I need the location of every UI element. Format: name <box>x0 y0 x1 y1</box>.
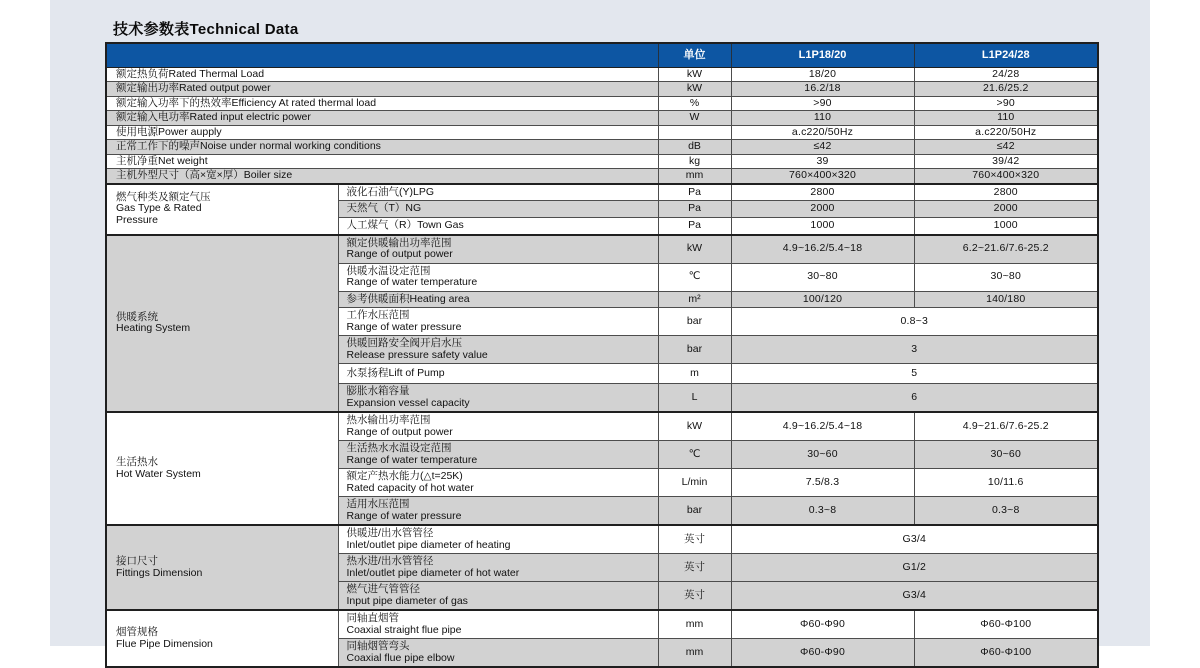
section-label-zh: 接口尺寸 <box>116 555 158 567</box>
table-row <box>106 140 1098 155</box>
value-cell: Φ60-Φ100 <box>914 639 1098 668</box>
param-label-cell: 额定热负荷Rated Thermal Load <box>106 67 658 82</box>
value-cell: ≤42 <box>731 140 914 155</box>
value-cell-span: 6 <box>731 384 1098 413</box>
param-label-cell: 额定输入功率下的热效率Efficiency At rated thermal load <box>106 96 658 111</box>
table-row <box>106 184 1098 201</box>
unit-cell: m <box>658 364 731 384</box>
param-label-cell: 使用电源Power aupply <box>106 125 658 140</box>
value-cell: 30~80 <box>914 263 1098 291</box>
table-header-row <box>106 43 1098 67</box>
unit-cell: Pa <box>658 201 731 218</box>
param-label-cell: 正常工作下的噪声Noise under normal working conditions <box>106 140 658 155</box>
param-label-cell: 额定供暖输出功率范围 Range of output power <box>338 235 658 264</box>
param-label-cell: 液化石油气(Y)LPG <box>338 184 658 201</box>
unit-cell: Pa <box>658 184 731 201</box>
value-cell: 18/20 <box>731 67 914 82</box>
value-cell: 2800 <box>914 184 1098 201</box>
unit-cell: Pa <box>658 218 731 235</box>
unit-cell: % <box>658 96 731 111</box>
table-row <box>106 235 1098 264</box>
value-cell: 2000 <box>731 201 914 218</box>
table-row <box>106 96 1098 111</box>
param-label-cell: 参考供暖面积Heating area <box>338 291 658 308</box>
param-label-cell: 额定输入电功率Rated input electric power <box>106 111 658 126</box>
unit-cell: kg <box>658 154 731 169</box>
table-row <box>106 412 1098 441</box>
unit-cell: ℃ <box>658 441 731 469</box>
value-cell: ≤42 <box>914 140 1098 155</box>
unit-cell: kW <box>658 235 731 264</box>
param-label-cell: 人工煤气（R）Town Gas <box>338 218 658 235</box>
param-label-cell: 供暖水温设定范围 Range of water temperature <box>338 263 658 291</box>
value-cell-span: G3/4 <box>731 582 1098 611</box>
param-label-cell: 膨胀水箱容量 Expansion vessel capacity <box>338 384 658 413</box>
param-label-cell: 燃气进气管管径 Input pipe diameter of gas <box>338 582 658 611</box>
value-cell: Φ60-Φ90 <box>731 610 914 639</box>
value-cell: >90 <box>731 96 914 111</box>
value-cell: Φ60-Φ100 <box>914 610 1098 639</box>
table-row <box>106 111 1098 126</box>
unit-cell: kW <box>658 67 731 82</box>
section-label-cell <box>106 610 338 667</box>
section-label-cell <box>106 235 338 413</box>
table-row <box>106 154 1098 169</box>
value-cell: 2800 <box>731 184 914 201</box>
header-model-2: L1P24/28 <box>914 43 1098 67</box>
header-blank-cell <box>106 43 658 67</box>
section-label-zh: 供暖系统 <box>116 310 158 323</box>
unit-cell: W <box>658 111 731 126</box>
unit-cell: 英寸 <box>658 525 731 554</box>
section-label-cell <box>106 412 338 525</box>
table-row <box>106 125 1098 140</box>
param-label-cell: 工作水压范围 Range of water pressure <box>338 308 658 336</box>
section-label-en: Flue Pipe Dimension <box>116 637 213 650</box>
value-cell: 110 <box>731 111 914 126</box>
value-cell: 0.3~8 <box>731 497 914 526</box>
value-cell: 1000 <box>914 218 1098 235</box>
unit-cell: m² <box>658 291 731 308</box>
value-cell: 2000 <box>914 201 1098 218</box>
value-cell-span: 0.8~3 <box>731 308 1098 336</box>
value-cell: 10/11.6 <box>914 469 1098 497</box>
section-label-cell <box>106 184 338 235</box>
param-label-cell: 天然气（T）NG <box>338 201 658 218</box>
unit-cell: L <box>658 384 731 413</box>
unit-cell: bar <box>658 336 731 364</box>
param-label-cell: 生活热水水温设定范围 Range of water temperature <box>338 441 658 469</box>
value-cell: 30~60 <box>731 441 914 469</box>
section-label-zh: 生活热水 <box>116 456 158 468</box>
param-label-cell: 同轴烟管弯头 Coaxial flue pipe elbow <box>338 639 658 668</box>
table-row <box>106 525 1098 554</box>
unit-cell <box>658 125 731 140</box>
table-row <box>106 169 1098 184</box>
page-title: 技术参数表Technical Data <box>113 21 299 38</box>
param-label-cell: 供暖回路安全阀开启水压 Release pressure safety value <box>338 336 658 364</box>
unit-cell: L/min <box>658 469 731 497</box>
param-label-cell: 额定产热水能力(△t=25K) Rated capacity of hot water <box>338 469 658 497</box>
table-row <box>106 82 1098 97</box>
param-label-cell: 主机净重Net weight <box>106 154 658 169</box>
value-cell: 0.3~8 <box>914 497 1098 526</box>
value-cell: 4.9~16.2/5.4~18 <box>731 235 914 264</box>
unit-cell: 英寸 <box>658 554 731 582</box>
param-label-cell: 额定输出功率Rated output power <box>106 82 658 97</box>
value-cell: 30~60 <box>914 441 1098 469</box>
value-cell: a.c220/50Hz <box>914 125 1098 140</box>
section-label-en: Gas Type & Rated Pressure <box>116 202 202 226</box>
value-cell: 4.9~21.6/7.6-25.2 <box>914 412 1098 441</box>
section-label-zh: 燃气种类及额定气压 <box>116 190 211 203</box>
value-cell-span: 5 <box>731 364 1098 384</box>
value-cell-span: 3 <box>731 336 1098 364</box>
param-label-cell: 适用水压范围 Range of water pressure <box>338 497 658 526</box>
value-cell: 39 <box>731 154 914 169</box>
value-cell: 100/120 <box>731 291 914 308</box>
header-model-1: L1P18/20 <box>731 43 914 67</box>
value-cell: 110 <box>914 111 1098 126</box>
section-label-cell <box>106 525 338 610</box>
value-cell: Φ60-Φ90 <box>731 639 914 668</box>
value-cell: 4.9~16.2/5.4~18 <box>731 412 914 441</box>
table-row <box>106 610 1098 639</box>
technical-data-table <box>105 42 1099 668</box>
unit-cell: mm <box>658 639 731 668</box>
value-cell: 39/42 <box>914 154 1098 169</box>
value-cell: 21.6/25.2 <box>914 82 1098 97</box>
unit-cell: dB <box>658 140 731 155</box>
value-cell: 140/180 <box>914 291 1098 308</box>
value-cell: 16.2/18 <box>731 82 914 97</box>
value-cell: 760×400×320 <box>914 169 1098 184</box>
section-label-en: Heating System <box>116 322 191 335</box>
param-label-cell: 水泵扬程Lift of Pump <box>338 364 658 384</box>
section-label-zh: 烟管规格 <box>116 626 158 638</box>
unit-cell: kW <box>658 82 731 97</box>
section-label-en: Hot Water System <box>116 467 201 480</box>
table-row <box>106 67 1098 82</box>
unit-cell: bar <box>658 497 731 526</box>
value-cell: 1000 <box>731 218 914 235</box>
param-label-cell: 供暖进/出水管管径 Inlet/outlet pipe diameter of heating <box>338 525 658 554</box>
value-cell: 760×400×320 <box>731 169 914 184</box>
value-cell: >90 <box>914 96 1098 111</box>
value-cell: a.c220/50Hz <box>731 125 914 140</box>
unit-cell: ℃ <box>658 263 731 291</box>
param-label-cell: 同轴直烟管 Coaxial straight flue pipe <box>338 610 658 639</box>
header-unit: 单位 <box>658 43 731 67</box>
param-label-cell: 热水进/出水管管径 Inlet/outlet pipe diameter of hot water <box>338 554 658 582</box>
value-cell-span: G3/4 <box>731 525 1098 554</box>
unit-cell: kW <box>658 412 731 441</box>
unit-cell: mm <box>658 610 731 639</box>
unit-cell: mm <box>658 169 731 184</box>
unit-cell: bar <box>658 308 731 336</box>
value-cell-span: G1/2 <box>731 554 1098 582</box>
section-label-en: Fittings Dimension <box>116 566 203 579</box>
value-cell: 24/28 <box>914 67 1098 82</box>
unit-cell: 英寸 <box>658 582 731 611</box>
param-label-cell: 主机外型尺寸（高×宽×厚）Boiler size <box>106 169 658 184</box>
value-cell: 6.2~21.6/7.6-25.2 <box>914 235 1098 264</box>
value-cell: 7.5/8.3 <box>731 469 914 497</box>
value-cell: 30~80 <box>731 263 914 291</box>
param-label-cell: 热水输出功率范围 Range of output power <box>338 412 658 441</box>
